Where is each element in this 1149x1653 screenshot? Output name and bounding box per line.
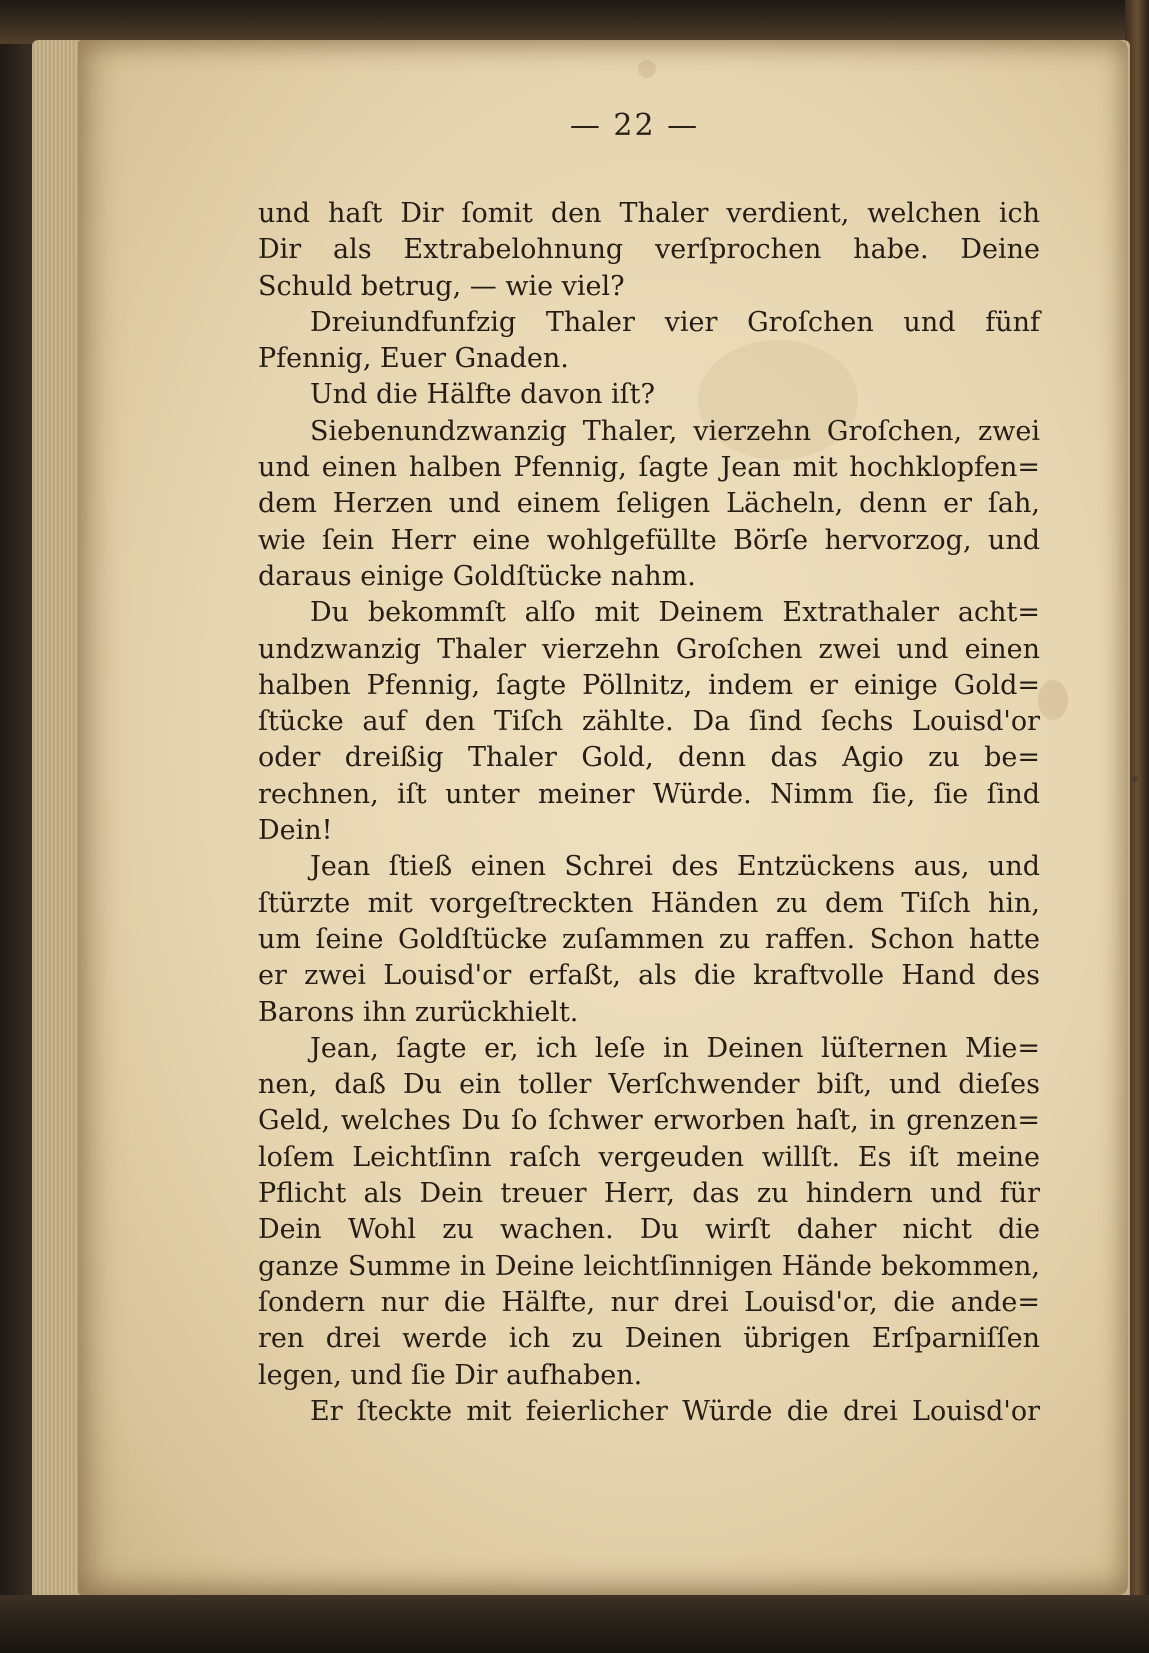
text-line: Jean ſtieß einen Schrei des Entzückens aus, und [310, 851, 1040, 883]
text-line: und haſt Dir ſomit den Thaler verdient, welchen ich [258, 198, 1040, 229]
text-line: oder dreißig Thaler Gold, denn das Agio zu be= [258, 742, 1040, 774]
text-line: daraus einige Goldſtücke nahm. [258, 560, 696, 592]
stain [638, 60, 656, 78]
ink-spot [1130, 775, 1138, 783]
text-line: halben Pfennig, ſagte Pöllnitz, indem er einige Gold= [258, 669, 1040, 701]
text-line: Barons ihn zurückhielt. [258, 996, 579, 1028]
text-line: undzwanzig Thaler vierzehn Groſchen zwei und einen [258, 633, 1040, 665]
text-line: ſtürzte mit vorgeſtreckten Händen zu dem Tiſch hin, [258, 887, 1040, 919]
stain [1038, 680, 1068, 720]
text-line: nen, daß Du ein toller Verſchwender biſt, und dieſes [258, 1069, 1040, 1101]
text-line: Siebenundzwanzig Thaler, vierzehn Groſchen, zwei [310, 415, 1040, 447]
text-line: ſtücke auf den Tiſch zählte. Da ſind ſechs Louisd'or [258, 706, 1040, 738]
text-line: loſem Leichtſinn raſch vergeuden willſt. Es iſt meine [258, 1141, 1040, 1173]
text-line: Geld, welches Du ſo ſchwer erworben haſt, in grenzen= [258, 1105, 1040, 1137]
book-cover-top [0, 0, 1149, 44]
text-line: rechnen, iſt unter meiner Würde. Nimm ſie, ſie ſind [258, 778, 1040, 810]
page-text [258, 196, 1040, 1430]
text-line: ren drei werde ich zu Deinen übrigen Erſparniſſen [258, 1323, 1040, 1355]
text-line: Dein Wohl zu wachen. Du wirſt daher nicht die [258, 1214, 1040, 1246]
text-line: ſondern nur die Hälfte, nur drei Louisd'or, die ande= [258, 1286, 1040, 1318]
text-line: Dir als Extrabelohnung verſprochen habe. Deine [258, 234, 1040, 266]
text-line: legen, und ſie Dir aufhaben. [258, 1359, 643, 1391]
text-line: Er ſteckte mit feierlicher Würde die drei Louisd'or [310, 1395, 1040, 1427]
text-line: Jean, ſagte er, ich leſe in Deinen lüſternen Mie= [310, 1032, 1040, 1064]
text-line: Pflicht als Dein treuer Herr, das zu hindern und für [258, 1178, 1040, 1210]
text-line: und einen halben Pfennig, ſagte Jean mit hochklopfen= [258, 452, 1040, 484]
text-line: Schuld betrug, — wie viel? [258, 270, 625, 302]
text-line: Und die Hälfte davon iſt? [310, 379, 655, 411]
text-line: Dein! [258, 815, 333, 847]
text-line: Du bekommſt alſo mit Deinem Extrathaler acht= [310, 597, 1040, 629]
book-cover-bottom [0, 1595, 1149, 1653]
text-line: ganze Summe in Deine leichtſinnigen Hände bekommen, [258, 1250, 1040, 1282]
text-line: wie ſein Herr eine wohlgefüllte Börſe hervorzog, und [258, 524, 1040, 556]
text-line: er zwei Louisd'or erfaßt, als die kraftvolle Hand des [258, 960, 1040, 992]
text-line: um ſeine Goldſtücke zuſammen zu raffen. Schon hatte [258, 923, 1040, 955]
text-line: dem Herzen und einem ſeligen Lächeln, denn er ſah, [258, 488, 1040, 520]
text-line: Pfennig, Euer Gnaden. [258, 343, 569, 375]
page-number: — 22 — [569, 108, 700, 143]
text-line: Dreiundfunfzig Thaler vier Groſchen und fünf [310, 306, 1040, 338]
